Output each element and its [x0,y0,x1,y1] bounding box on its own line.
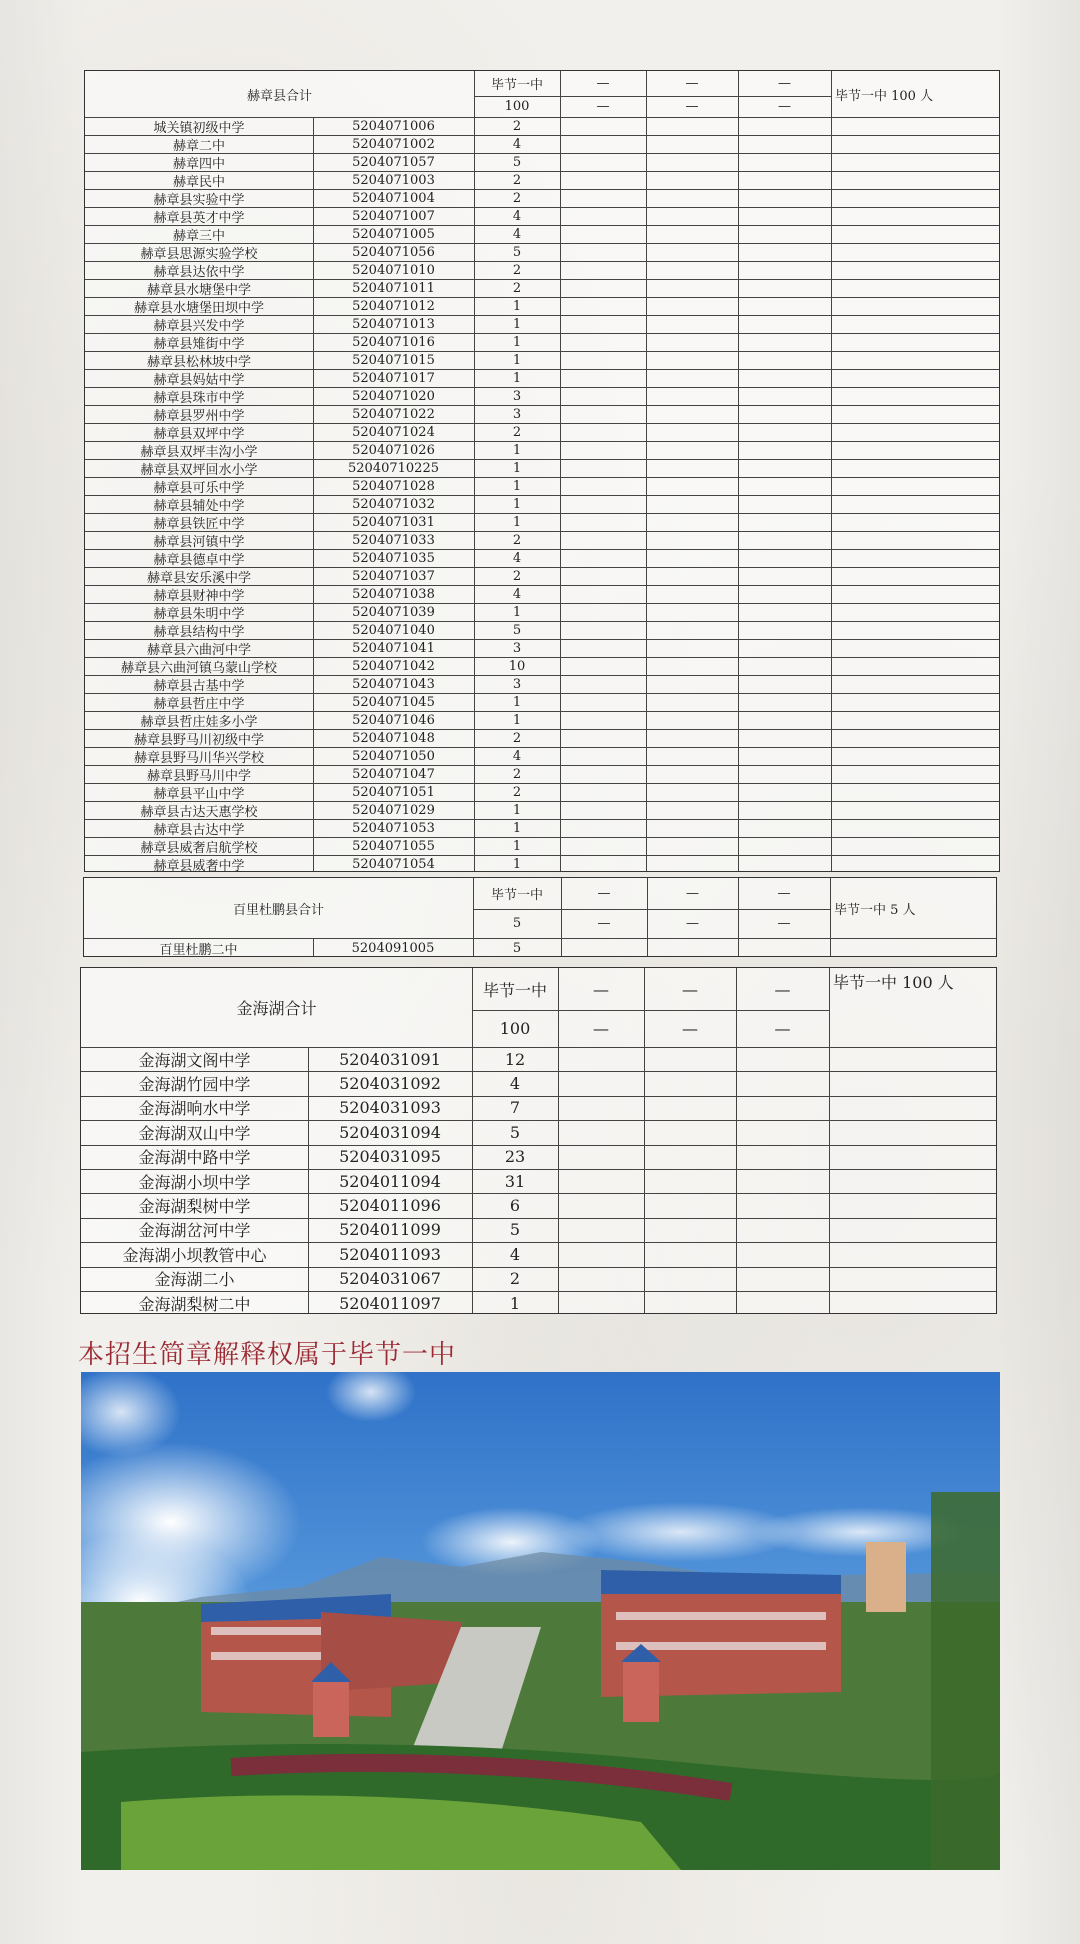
school-name: 金海湖竹园中学 [138,1075,251,1095]
quota-count: 2 [512,280,522,296]
quota-count: 4 [512,136,522,152]
school-code: 5204071033 [352,532,435,548]
school-name: 金海湖岔河中学 [138,1221,251,1241]
school-code: 5204071053 [352,820,435,836]
quota-count: 1 [512,298,522,314]
quota-count: 2 [512,172,522,188]
school-name: 赫章县水塘堡中学 [146,282,251,298]
school-code: 5204071005 [352,226,435,242]
quota-count: 7 [509,1098,521,1118]
school-code: 5204071032 [352,496,435,512]
school-code: 5204071024 [352,424,435,440]
school-code: 5204071003 [352,172,435,188]
school-code: 5204071015 [352,352,435,368]
empty-dash: — [774,1019,791,1038]
school-code: 5204071039 [352,604,435,620]
school-name: 金海湖梨树中学 [138,1197,251,1217]
school-name: 赫章县古基中学 [153,678,245,694]
quota-count: 5 [512,622,522,638]
quota-count: 1 [512,802,522,818]
school-code: 5204031067 [339,1269,441,1289]
empty-dash: — [593,1019,609,1038]
school-name: 赫章县哲庄中学 [153,696,245,712]
school-code: 5204071040 [352,622,435,638]
quota-count: 2 [512,424,522,440]
school-name: 赫章县双坪回水小学 [140,462,258,478]
school-code: 5204071045 [352,694,435,710]
quota-count: 3 [512,406,522,422]
quota-count: 4 [512,550,522,566]
school-name: 赫章县六曲河镇乌蒙山学校 [120,660,277,676]
school-code: 5204031091 [339,1049,441,1069]
quota-remark: 毕节一中 5 人 [834,902,916,918]
school-code: 5204071028 [352,478,435,494]
school-code: 5204011093 [339,1244,441,1264]
school-name: 赫章县安乐溪中学 [146,570,251,586]
target-school: 毕节一中 [490,78,543,93]
school-code: 5204011096 [339,1196,441,1216]
school-name: 金海湖小坝教管中心 [122,1245,267,1265]
quota-count: 4 [512,586,522,602]
school-code: 5204071042 [352,658,435,674]
school-code: 5204031093 [339,1098,441,1118]
empty-dash: — [682,1019,698,1038]
school-name: 金海湖二小 [154,1270,235,1290]
school-name: 金海湖响水中学 [138,1099,251,1119]
quota-table-hezhang [84,70,1000,872]
school-code: 5204071057 [352,154,435,170]
quota-count: 1 [512,514,522,530]
school-name: 赫章县古达天惠学校 [140,804,258,820]
quota-count: 2 [509,1269,521,1289]
empty-dash: — [596,76,610,91]
quota-count: 1 [512,694,522,710]
quota-count: 4 [512,208,522,224]
quota-count: 1 [512,820,522,836]
quota-count: 1 [512,334,522,350]
quota-count: 1 [512,838,522,854]
school-code: 5204071031 [352,514,435,530]
quota-count: 1 [509,1293,521,1313]
empty-dash: — [778,99,791,114]
school-name: 赫章县野马川中学 [146,768,251,784]
quota-count: 4 [512,748,522,764]
school-code: 5204071020 [352,388,435,404]
quota-count: 2 [512,118,522,134]
school-code: 5204091005 [351,940,435,956]
quota-table-baili-dujuan [83,877,997,957]
school-name: 赫章县可乐中学 [153,480,245,496]
school-code: 5204031095 [339,1147,441,1167]
school-name: 金海湖中路中学 [138,1148,251,1168]
empty-dash: — [685,76,699,91]
quota-count: 5 [512,940,522,956]
school-code: 5204071043 [352,676,435,692]
district-total-quota: 100 [499,1019,531,1038]
quota-count: 2 [512,568,522,584]
quota-count: 12 [504,1049,526,1069]
target-school: 毕节一中 [482,980,547,1000]
school-name: 赫章县双坪中学 [153,426,245,442]
school-name: 赫章县松林坡中学 [146,354,251,370]
quota-count: 5 [509,1220,521,1240]
quota-count: 4 [512,226,522,242]
quota-count: 2 [512,766,522,782]
school-name: 赫章县水塘堡田坝中学 [133,300,264,316]
district-total-quota: 5 [512,916,522,931]
school-name: 赫章县兴发中学 [153,318,245,334]
school-code: 5204011094 [339,1171,441,1191]
school-name: 赫章县罗州中学 [153,408,245,424]
quota-count: 2 [512,190,522,206]
quota-count: 31 [504,1171,526,1191]
school-name: 赫章县珠市中学 [153,390,245,406]
school-code: 5204011099 [339,1220,441,1240]
school-code: 5204071004 [352,190,435,206]
school-code: 5204031092 [339,1074,441,1094]
school-name: 赫章县平山中学 [153,786,245,802]
quota-count: 2 [512,532,522,548]
district-total-quota: 100 [504,99,530,114]
school-code: 5204071055 [352,838,435,854]
copyright-note: 本招生简章解释权属于毕节一中 [78,1340,457,1370]
quota-count: 3 [512,676,522,692]
school-name: 赫章二中 [172,138,225,154]
quota-count: 1 [512,352,522,368]
empty-dash: — [593,979,609,999]
school-code: 5204071056 [352,244,435,260]
quota-count: 4 [509,1244,521,1264]
empty-dash: — [685,99,699,114]
quota-count: 5 [509,1122,521,1142]
school-code: 5204071016 [352,334,435,350]
school-name: 城关镇初级中学 [153,120,245,136]
school-name: 赫章三中 [172,228,225,244]
quota-count: 5 [512,244,522,260]
district-total-label: 赫章县合计 [246,88,312,104]
column-divider [560,71,561,871]
school-code: 5204071007 [352,208,435,224]
quota-count: 1 [512,496,522,512]
school-name: 赫章县财神中学 [153,588,245,604]
empty-dash: — [774,979,791,999]
school-name: 赫章县威奢中学 [153,858,245,874]
school-name: 赫章县实验中学 [153,192,245,208]
school-code: 5204071012 [352,298,435,314]
quota-count: 1 [512,856,522,872]
school-name: 赫章县铁匠中学 [153,516,245,532]
column-divider [831,71,832,871]
quota-count: 10 [508,658,526,674]
school-name: 赫章县思源实验学校 [140,246,258,262]
quota-count: 5 [512,154,522,170]
quota-count: 1 [512,316,522,332]
empty-dash: — [686,886,699,901]
school-name: 赫章县雉街中学 [153,336,245,352]
quota-remark: 毕节一中 100 人 [835,88,934,104]
school-code: 5204071026 [352,442,435,458]
quota-count: 3 [512,640,522,656]
quota-remark: 毕节一中 100 人 [833,973,954,992]
school-code: 52040710225 [348,460,439,476]
quota-count: 1 [512,478,522,494]
school-code: 5204071054 [352,856,435,872]
school-code: 5204071022 [352,406,435,422]
empty-dash: — [597,916,611,931]
school-code: 5204071011 [352,280,435,296]
empty-dash: — [682,979,698,999]
school-name: 赫章县六曲河中学 [146,642,251,658]
school-code: 5204031094 [339,1122,441,1142]
school-code: 5204071046 [352,712,435,728]
quota-count: 4 [509,1074,521,1094]
school-name: 金海湖小坝中学 [138,1172,251,1192]
school-name: 赫章县哲庄娃多小学 [140,714,258,730]
quota-count: 23 [504,1147,526,1167]
column-divider [646,71,647,871]
school-code: 5204071010 [352,262,435,278]
target-school: 毕节一中 [490,888,543,903]
quota-count: 2 [512,262,522,278]
quota-count: 1 [512,604,522,620]
school-name: 赫章县达依中学 [153,264,245,280]
school-code: 5204071035 [352,550,435,566]
school-name: 赫章民中 [172,174,225,190]
school-name: 赫章县古达中学 [153,822,245,838]
school-name: 赫章县结构中学 [153,624,245,640]
school-name: 赫章县野马川初级中学 [133,732,264,748]
school-code: 5204071051 [352,784,435,800]
column-divider [738,71,739,871]
school-name: 百里杜鹏二中 [159,942,238,958]
district-total-label: 百里杜鹏县合计 [232,902,324,918]
quota-count: 2 [512,730,522,746]
school-code: 5204071029 [352,802,435,818]
school-code: 5204071041 [352,640,435,656]
school-code: 5204071013 [352,316,435,332]
school-code: 5204071037 [352,568,435,584]
school-code: 5204071047 [352,766,435,782]
school-name: 赫章县妈姑中学 [153,372,245,388]
quota-count: 6 [509,1196,521,1216]
school-name: 金海湖双山中学 [138,1123,251,1143]
empty-dash: — [597,886,611,901]
campus-panorama-photo [81,1372,1000,1870]
empty-dash: — [686,916,699,931]
empty-dash: — [778,76,791,91]
quota-count: 1 [512,370,522,386]
school-code: 5204071050 [352,748,435,764]
school-name: 赫章县德卓中学 [153,552,245,568]
school-name: 赫章县英才中学 [153,210,245,226]
school-name: 赫章县辅处中学 [153,498,245,514]
school-code: 5204071002 [352,136,435,152]
district-total-label: 金海湖合计 [236,999,317,1018]
school-name: 金海湖文阁中学 [138,1050,251,1070]
school-code: 5204071048 [352,730,435,746]
quota-count: 1 [512,442,522,458]
school-name: 赫章四中 [172,156,225,172]
school-name: 赫章县河镇中学 [153,534,245,550]
school-code: 5204071006 [352,118,435,134]
school-name: 赫章县双坪丰沟小学 [140,444,258,460]
empty-dash: — [777,916,791,931]
school-code: 5204071038 [352,586,435,602]
quota-count: 2 [512,784,522,800]
quota-table-jinhaihu [80,967,997,1314]
empty-dash: — [777,886,791,901]
empty-dash: — [596,99,610,114]
school-name: 金海湖梨树二中 [138,1294,251,1314]
school-code: 5204071017 [352,370,435,386]
school-code: 5204011097 [339,1293,441,1313]
quota-count: 1 [512,712,522,728]
school-name: 赫章县野马川华兴学校 [133,750,264,766]
school-name: 赫章县威奢启航学校 [140,840,258,856]
quota-count: 3 [512,388,522,404]
quota-count: 1 [512,460,522,476]
school-name: 赫章县朱明中学 [153,606,245,622]
